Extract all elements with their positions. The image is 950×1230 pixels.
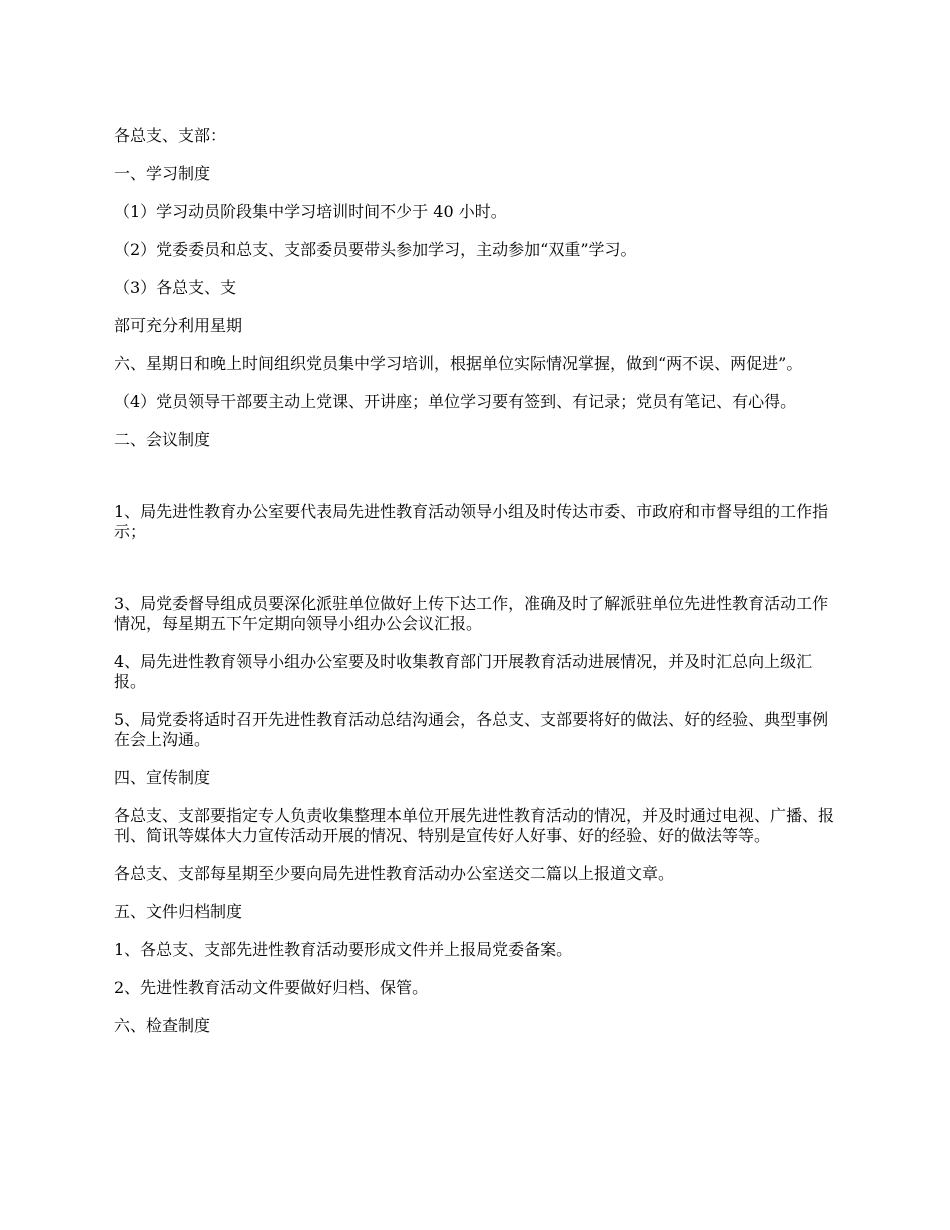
paragraph: （2）党委委员和总支、支部委员要带头参加学习，主动参加“双重”学习。 xyxy=(114,240,637,259)
section-heading-meeting: 二、会议制度 xyxy=(114,430,211,449)
paragraph: （4）党员领导干部要主动上党课、开讲座；单位学习要有签到、有记录；党员有笔记、有心得。 xyxy=(114,392,797,411)
section-heading-publicity: 四、宣传制度 xyxy=(114,768,211,787)
paragraph: （1）学习动员阶段集中学习培训时间不少于 40 小时。 xyxy=(114,202,507,221)
paragraph: 2、先进性教育活动文件要做好归档、保管。 xyxy=(114,978,429,997)
paragraph: 5、局党委将适时召开先进性教育活动总结沟通会，各总支、支部要将好的做法、好的经验、典型事例在会上沟通。 xyxy=(114,710,829,749)
paragraph: 1、局先进性教育办公室要代表局先进性教育活动领导小组及时传达市委、市政府和市督导组的工作指示； xyxy=(114,502,829,541)
spacer xyxy=(114,468,844,502)
section-heading-study: 一、学习制度 xyxy=(114,164,211,183)
paragraph: 4、局先进性教育领导小组办公室要及时收集教育部门开展教育活动进展情况，并及时汇总向上级汇报。 xyxy=(114,652,813,691)
paragraph: 3、局党委督导组成员要深化派驻单位做好上传下达工作，准确及时了解派驻单位先进性教育活动工作情况，每星期五下午定期向领导小组办公会议汇报。 xyxy=(114,594,829,633)
paragraph: （3）各总支、支 xyxy=(114,278,237,297)
paragraph: 六、星期日和晚上时间组织党员集中学习培训，根据单位实际情况掌握，做到“两不误、两促进”。 xyxy=(114,354,803,373)
paragraph: 1、各总支、支部先进性教育活动要形成文件并上报局党委备案。 xyxy=(114,940,573,959)
paragraph: 部可充分利用星期 xyxy=(114,316,243,335)
paragraph: 各总支、支部要指定专人负责收集整理本单位开展先进性教育活动的情况，并及时通过电视、广播、报刊、简讯等媒体大力宣传活动开展的情况、特别是宣传好人好事、好的经验、好的做法等等。 xyxy=(114,806,835,845)
section-heading-inspection: 六、检查制度 xyxy=(114,1016,211,1035)
salutation: 各总支、支部： xyxy=(114,126,227,145)
document-body xyxy=(114,126,844,1054)
paragraph: 各总支、支部每星期至少要向局先进性教育活动办公室送交二篇以上报道文章。 xyxy=(114,864,675,883)
section-heading-archiving: 五、文件归档制度 xyxy=(114,902,243,921)
spacer xyxy=(114,560,844,594)
